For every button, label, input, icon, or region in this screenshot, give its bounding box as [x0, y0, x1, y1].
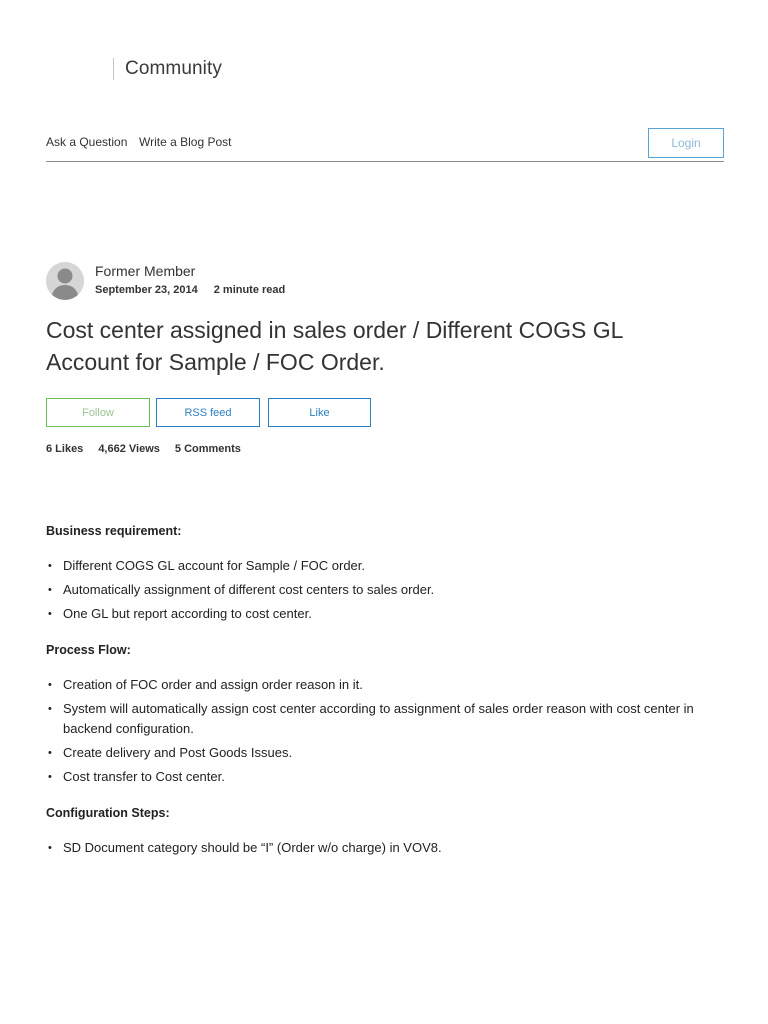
section-heading: Process Flow:	[46, 643, 131, 657]
author-name[interactable]: Former Member	[95, 263, 196, 279]
list-item: • One GL but report according to cost center.	[46, 604, 726, 624]
user-silhouette-icon	[46, 262, 84, 300]
ask-question-link[interactable]: Ask a Question	[46, 135, 128, 149]
post-date: September 23, 2014	[95, 284, 198, 296]
list-item: • Different COGS GL account for Sample / FOC order.	[46, 556, 726, 576]
list-item: • Cost transfer to Cost center.	[46, 767, 726, 787]
bullet-list	[46, 556, 726, 624]
bullet-list	[46, 838, 726, 858]
views-count: 4,662 Views	[98, 443, 160, 455]
read-time: 2 minute read	[213, 284, 286, 296]
post-meta	[95, 284, 285, 296]
post-stats	[46, 443, 241, 455]
like-button[interactable]: Like	[268, 398, 371, 427]
site-header	[0, 0, 768, 163]
list-item: • SD Document category should be “I” (Order w/o charge) in VOV8.	[46, 838, 726, 858]
section-business-requirement	[46, 522, 726, 624]
avatar[interactable]	[46, 262, 84, 300]
follow-button[interactable]: Follow	[46, 398, 150, 427]
section-heading: Business requirement:	[46, 524, 182, 538]
brand-divider	[113, 58, 114, 80]
login-button[interactable]: Login	[648, 128, 724, 158]
section-heading: Configuration Steps:	[46, 806, 170, 820]
write-blog-post-link[interactable]: Write a Blog Post	[139, 135, 232, 149]
brand-name[interactable]: Community	[125, 58, 222, 79]
section-process-flow	[46, 641, 726, 787]
top-nav	[46, 128, 724, 162]
section-configuration-steps	[46, 804, 726, 858]
likes-count: 6 Likes	[46, 443, 84, 455]
list-item: • Creation of FOC order and assign order reason in it.	[46, 675, 726, 695]
list-item: • Create delivery and Post Goods Issues.	[46, 743, 726, 763]
comments-count[interactable]: 5 Comments	[174, 443, 241, 455]
article-body	[46, 522, 726, 875]
list-item: • Automatically assignment of different cost centers to sales order.	[46, 580, 726, 600]
list-item: • System will automatically assign cost center according to assignment of sales order reason with cost center in backend configuration.	[46, 699, 726, 739]
page-title: Cost center assigned in sales order / Different COGS GL Account for Sample / FOC Order.	[46, 317, 623, 375]
brand[interactable]	[113, 57, 222, 81]
bullet-list	[46, 675, 726, 787]
rss-feed-button[interactable]: RSS feed	[156, 398, 260, 427]
